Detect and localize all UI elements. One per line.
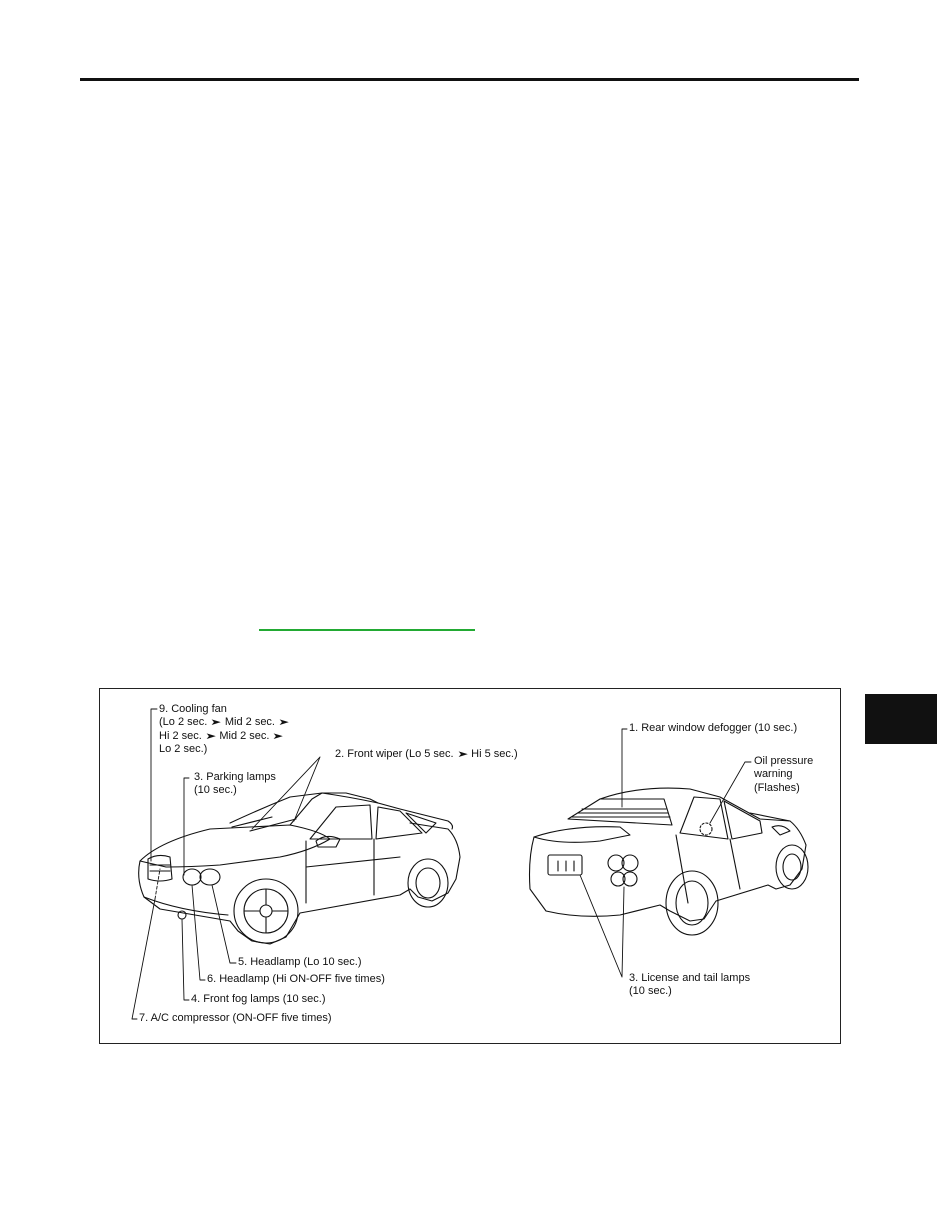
label-cooling-fan: 9. Cooling fan (Lo 2 sec. ➤ Mid 2 sec. ➤ Hi 2 sec. ➤ Mid 2 sec. ➤ Lo 2 sec.) bbox=[159, 703, 290, 756]
label-headlamp-lo: 5. Headlamp (Lo 10 sec.) bbox=[238, 956, 362, 968]
label-rear-defogger: 1. Rear window defogger (10 sec.) bbox=[629, 722, 798, 734]
label-headlamp-hi: 6. Headlamp (Hi ON-OFF five times) bbox=[207, 973, 385, 985]
header-rule bbox=[80, 78, 859, 81]
arrow-icon: ➤ bbox=[272, 730, 284, 741]
label-oil-pressure-warning: Oil pressure warning (Flashes) bbox=[754, 755, 814, 794]
arrow-icon: ➤ bbox=[278, 717, 290, 728]
rear-view-sedan bbox=[530, 788, 809, 935]
label-front-fog-lamps: 4. Front fog lamps (10 sec.) bbox=[191, 993, 326, 1005]
label-front-wiper: 2. Front wiper (Lo 5 sec. ➤ Hi 5 sec.) bbox=[335, 748, 518, 760]
auto-active-test-figure bbox=[99, 688, 841, 1044]
front-view-sedan bbox=[139, 793, 460, 944]
label-license-tail-lamps: 3. License and tail lamps (10 sec.) bbox=[629, 972, 751, 998]
hyperlink-underline[interactable] bbox=[259, 629, 475, 631]
arrow-icon: ➤ bbox=[210, 717, 222, 728]
label-ac-compressor: 7. A/C compressor (ON-OFF five times) bbox=[139, 1012, 332, 1024]
label-parking-lamps: 3. Parking lamps (10 sec.) bbox=[194, 771, 276, 797]
arrow-icon: ➤ bbox=[204, 730, 217, 741]
arrow-icon: ➤ bbox=[456, 749, 469, 759]
section-index-tab[interactable] bbox=[865, 694, 937, 744]
